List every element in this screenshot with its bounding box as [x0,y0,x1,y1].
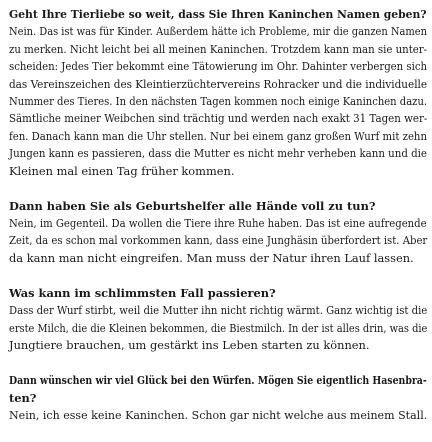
text-line: Dass der Wurf stirbt, weil die Mutter ihn nicht richtig wärmt. Ganz wichtig ist die [9,303,428,318]
interview-question [9,372,427,407]
text-line: erste Milch, die die Kleinen bekommen, die Biestmilch. In der ist alles drin, was die [9,320,428,335]
text-line: scheiden: Jedes Tier bekommt eine Tätowierung im Ohr. Dahinter verbergen sich [9,59,428,74]
text-line: Dann wünschen wir viel Glück bei den Würfen. Mögen Sie eigentlich Hasenbra- [9,373,427,388]
text-line: da kann man nicht eingreifen. Man muss der Natur ihren Lauf lassen. [9,250,414,265]
qa-block-1 [9,6,427,180]
text-line: Jungtiere brauchen, um gestärkt ins Leben starten zu können. [9,338,370,353]
interview-answer [9,23,427,180]
interview-document [9,6,427,442]
text-line: Geht Ihre Tierliebe so weit, dass Sie Ihren Kaninchen Namen geben? [9,7,427,21]
text-line: Was kann im schlimmsten Fall passieren? [9,285,276,300]
text-line: Dann haben Sie als Geburtshelfer alle Hände voll zu tun? [9,198,376,213]
text-line: Nummer des Tieres. In den nächsten Tagen kommen noch einige Kaninchen dazu. [9,94,428,109]
text-line: Zeit, da es schon mal vorkommen kann, dass eine Junghäsin überfordert ist. Aber [9,233,428,248]
text-line: Nein, im Gegenteil. Da wollen die Tiere ihre Ruhe haben. Das ist eine aufregende [9,216,427,231]
qa-block-2 [9,198,427,268]
interview-answer [9,215,427,267]
text-line: Nein. Das ist was für Kinder. Außerdem hätte ich Probleme, mir die ganzen Namen [9,24,428,39]
text-line: Sämtliche meiner Weibchen sind trächtig und werden nach exakt 31 Tagen wer- [9,111,428,126]
qa-block-4 [9,372,427,424]
interview-question [9,6,427,23]
text-line: zu merken. Nicht leicht bei all meinen Kaninchen. Trotzdem kann man sie unter- [9,41,428,56]
text-line: das Vereinszeichen des Kleintierzüchtervereins Rohracker und die individuelle [9,76,428,91]
qa-block-3 [9,285,427,355]
text-line: Kleinen mal einen Tag früher kommen. [9,163,235,178]
text-line: Jungen kann es passieren, dass die Mutter es nicht mehr verheben kann und die [9,146,427,161]
interview-question [9,198,427,215]
text-line: ten? [9,390,37,405]
interview-answer [9,407,427,424]
interview-question [9,285,427,302]
text-line: fen. Danach kann man die Uhr stellen. Nur bei einem ganz großen Wurf mit zehn [9,128,427,143]
text-line: Nein, ich esse keine Kaninchen. Schon gar nicht welche aus meinem Stall. [9,407,428,422]
interview-answer [9,302,427,354]
